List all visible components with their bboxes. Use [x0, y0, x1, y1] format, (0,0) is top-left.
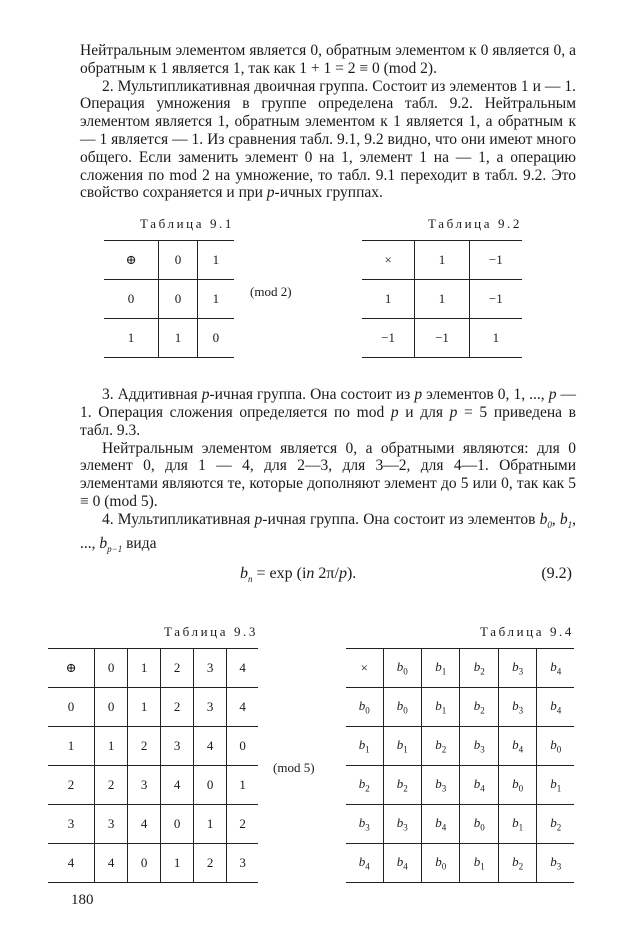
table-cell: ⊕	[48, 649, 95, 688]
table-cell: 3	[161, 727, 194, 766]
table-cell	[422, 805, 460, 844]
b-letter: b	[550, 698, 557, 714]
b-letter: b	[550, 776, 557, 792]
paragraph-additive-p-group	[80, 386, 576, 439]
table-cell: 2	[95, 766, 128, 805]
table-caption: Таблица 9.4	[480, 624, 574, 639]
table-cell: 2	[161, 649, 194, 688]
variable-b	[99, 535, 122, 552]
table-header-row	[104, 241, 234, 280]
table-cell: 0	[194, 766, 227, 805]
subscript: 3	[480, 744, 485, 755]
b-letter: b	[550, 815, 557, 831]
subscript: 0	[403, 705, 408, 716]
b-letter: b	[473, 776, 481, 792]
table-cell	[346, 727, 383, 766]
table-row	[362, 280, 522, 319]
table-cell: 3	[128, 766, 161, 805]
table-header-row	[346, 649, 574, 688]
subscript: 2	[556, 822, 562, 833]
b-letter: b	[473, 698, 481, 714]
paragraph-multiplicative-p-group	[80, 511, 576, 559]
table-cell: 2	[227, 805, 258, 844]
subscript: 3	[365, 822, 370, 833]
table-cell	[460, 727, 498, 766]
table-row	[346, 805, 574, 844]
subscript: 0	[547, 519, 552, 530]
subscript: 4	[403, 861, 408, 872]
table-cell	[498, 649, 536, 688]
subscript: 1	[403, 744, 408, 755]
subscript: 0	[480, 822, 485, 833]
b-letter: b	[512, 737, 519, 753]
equation-text: = exp (i	[252, 564, 307, 582]
variable-p: p	[414, 386, 423, 404]
table-cell	[498, 805, 536, 844]
b-letter: b	[358, 854, 366, 870]
table-cell: 1	[197, 241, 234, 280]
paragraph-neutral-element-mod2: Нейтральным элементом является 0, обратным элементом к 0 является 0, а обратным к 1 является 1, так как 1 + 1 = 2 ≡ 0 (mod 2).	[80, 42, 576, 77]
table-cell: 2	[194, 844, 227, 883]
table-cell	[498, 727, 536, 766]
table-9-3-grid	[48, 648, 258, 883]
table-cell: 1	[159, 319, 198, 358]
table-cell	[537, 649, 574, 688]
table-cell: 2	[128, 727, 161, 766]
subscript: 3	[518, 705, 524, 716]
b-letter: b	[435, 698, 442, 714]
b-letter: b	[435, 815, 442, 831]
table-cell: 0	[95, 688, 128, 727]
table-cell: 0	[159, 241, 198, 280]
equation-number: (9.2)	[541, 564, 572, 582]
b-letter: b	[396, 815, 404, 831]
table-row	[346, 766, 574, 805]
page-content	[80, 42, 576, 601]
table-cell	[537, 766, 574, 805]
table-cell	[422, 766, 460, 805]
table-header-row	[362, 241, 522, 280]
table-cell: 3	[95, 805, 128, 844]
table-9-1-grid	[104, 240, 234, 358]
variable-n: n	[306, 564, 315, 582]
table-cell	[498, 844, 536, 883]
table-cell	[537, 727, 574, 766]
table-cell: 1	[128, 688, 161, 727]
b-letter: b	[512, 659, 519, 675]
table-cell: 4	[227, 649, 258, 688]
table-cell: 0	[197, 319, 234, 358]
b-letter: b	[512, 815, 519, 831]
table-caption: Таблица 9.2	[428, 216, 522, 232]
subscript: 2	[480, 666, 485, 677]
paragraph-text: — 1. Операция сложения определяется по mod	[80, 386, 577, 421]
table-cell: 0	[159, 280, 198, 319]
table-cell	[383, 688, 421, 727]
b-letter: b	[473, 815, 481, 831]
table-cell: 1	[227, 766, 258, 805]
b-letter: b	[358, 737, 366, 753]
paragraph-inverse-elements: Нейтральным элементом является 0, а обратными являются: для 0 элемент 0, для 1 — 4, для 2—3, для 3—2, для 4—1. Обратными элементами являются те, которые дополняют элемент до 5 или 0, так как 5 ≡ 0 (mod 5).	[80, 439, 576, 510]
table-cell	[346, 805, 383, 844]
table-cell: −1	[415, 319, 469, 358]
table-cell	[346, 766, 383, 805]
table-row	[104, 319, 234, 358]
variable-p: p	[548, 386, 557, 404]
table-cell: 4	[95, 844, 128, 883]
table-cell	[422, 844, 460, 883]
subscript: 0	[518, 783, 524, 794]
table-cell: 0	[128, 844, 161, 883]
subscript: n	[248, 573, 253, 584]
table-row	[48, 844, 258, 883]
b-letter: b	[550, 854, 557, 870]
b-letter: b	[473, 659, 481, 675]
table-cell: 0	[48, 688, 95, 727]
table-cell	[498, 766, 536, 805]
table-row	[48, 727, 258, 766]
table-cell: 3	[194, 649, 227, 688]
table-cell: −1	[362, 319, 415, 358]
table-row	[104, 280, 234, 319]
b-letter: b	[396, 659, 404, 675]
table-row	[362, 319, 522, 358]
table-row	[346, 727, 574, 766]
table-cell: 0	[104, 280, 159, 319]
table-cell	[383, 844, 421, 883]
b-letter: b	[435, 854, 442, 870]
subscript: 4	[365, 861, 370, 872]
table-9-1	[104, 216, 234, 358]
b-letter: b	[539, 510, 548, 528]
table-cell	[422, 649, 460, 688]
table-cell: ×	[346, 649, 383, 688]
subscript: 4	[556, 666, 562, 677]
subscript: 1	[567, 519, 573, 530]
table-cell: 1	[197, 280, 234, 319]
table-cell: 1	[128, 649, 161, 688]
table-cell: 0	[161, 805, 194, 844]
table-cell	[383, 727, 421, 766]
variable-b: b	[240, 564, 248, 582]
subscript: 3	[518, 666, 524, 677]
subscript: 4	[556, 705, 562, 716]
subscript: 4	[518, 744, 524, 755]
variable-b	[560, 511, 572, 528]
variable-p: p	[201, 386, 210, 404]
table-cell: 1	[48, 727, 95, 766]
table-row	[346, 844, 574, 883]
paragraph-text: вида	[122, 534, 157, 552]
b-letter: b	[512, 776, 519, 792]
subscript: 4	[441, 822, 447, 833]
paragraph-text: и для	[398, 403, 450, 421]
subscript: 2	[403, 783, 408, 794]
subscript: 4	[480, 783, 485, 794]
paragraph-text: -ичная группа. Она состоит из	[209, 386, 415, 404]
subscript: 2	[518, 861, 524, 872]
table-cell: 4	[128, 805, 161, 844]
subscript: 0	[441, 861, 447, 872]
b-letter: b	[435, 737, 442, 753]
variable-p: p	[338, 564, 347, 582]
subscript: 3	[403, 822, 408, 833]
equation-9-2	[80, 565, 576, 587]
subscript: 1	[441, 666, 447, 677]
equation-text: 2π/	[314, 564, 339, 582]
table-row	[48, 805, 258, 844]
table-header-row	[48, 649, 258, 688]
table-cell	[498, 688, 536, 727]
table-cell: 1	[161, 844, 194, 883]
paragraph-text: 3. Аддитивная	[102, 386, 202, 404]
subscript: 0	[365, 705, 370, 716]
subscript: 2	[441, 744, 447, 755]
paragraph-text: = 5 приведена в табл. 9.3.	[80, 403, 576, 439]
table-cell: 1	[194, 805, 227, 844]
table-cell	[537, 688, 574, 727]
table-9-3	[48, 624, 258, 883]
b-letter: b	[435, 659, 442, 675]
subscript: 1	[556, 783, 562, 794]
b-letter: b	[473, 737, 481, 753]
b-letter: b	[473, 854, 481, 870]
b-letter: b	[358, 815, 366, 831]
paragraph-text: -ичных группах.	[274, 184, 383, 202]
variable-b	[540, 511, 552, 528]
b-letter: b	[396, 854, 404, 870]
tables-9-1-9-2	[80, 216, 576, 376]
paragraph-text: -ичная группа. Она состоит из элементов	[262, 510, 540, 528]
b-letter: b	[358, 776, 366, 792]
b-letter: b	[396, 698, 404, 714]
table-cell	[346, 844, 383, 883]
table-cell	[383, 649, 421, 688]
table-cell	[383, 805, 421, 844]
b-letter: b	[512, 698, 519, 714]
table-row	[48, 688, 258, 727]
paragraph-text: 4. Мультипликативная	[102, 510, 255, 528]
subscript: 1	[518, 822, 524, 833]
table-cell: ⊕	[104, 241, 159, 280]
separator: , ...,	[80, 510, 577, 552]
table-9-4-grid	[346, 648, 574, 883]
b-letter: b	[99, 534, 108, 552]
table-caption: Таблица 9.3	[164, 624, 258, 639]
page-number: 180	[71, 892, 94, 908]
variable-p: p	[449, 403, 458, 421]
table-cell: 1	[415, 241, 469, 280]
table-cell	[422, 688, 460, 727]
paragraph-multiplicative-binary-group	[80, 78, 576, 203]
subscript: 0	[403, 666, 408, 677]
table-cell	[460, 688, 498, 727]
b-letter: b	[559, 510, 568, 528]
table-caption: Таблица 9.1	[140, 216, 234, 232]
table-cell	[460, 649, 498, 688]
mod-5-label: (mod 5)	[273, 760, 315, 775]
table-cell: 3	[48, 805, 95, 844]
b-letter: b	[396, 737, 404, 753]
table-9-4	[346, 624, 574, 883]
equation-body	[240, 565, 356, 584]
table-cell: 1	[415, 280, 469, 319]
table-cell: 3	[194, 688, 227, 727]
subscript: 0	[556, 744, 562, 755]
table-row	[346, 688, 574, 727]
subscript: 3	[556, 861, 562, 872]
b-letter: b	[358, 698, 366, 714]
table-cell: 1	[362, 280, 415, 319]
table-cell: 1	[104, 319, 159, 358]
subscript: 2	[480, 705, 485, 716]
table-cell: −1	[469, 280, 522, 319]
table-cell	[460, 805, 498, 844]
table-cell: 1	[95, 727, 128, 766]
table-cell	[537, 844, 574, 883]
subscript: 1	[365, 744, 370, 755]
equation-text: ).	[346, 564, 357, 582]
subscript: 2	[365, 783, 370, 794]
table-cell: 3	[227, 844, 258, 883]
b-letter: b	[435, 776, 442, 792]
variable-p: p	[390, 403, 399, 421]
subscript: 3	[441, 783, 447, 794]
table-9-2	[362, 216, 522, 358]
b-letter: b	[550, 659, 557, 675]
table-cell: 1	[469, 319, 522, 358]
mod-2-label: (mod 2)	[250, 284, 292, 300]
table-cell: 0	[95, 649, 128, 688]
table-cell: 4	[161, 766, 194, 805]
table-cell: 0	[227, 727, 258, 766]
table-cell: ×	[362, 241, 415, 280]
table-9-2-grid	[362, 240, 522, 358]
table-cell: 4	[227, 688, 258, 727]
table-cell	[346, 688, 383, 727]
subscript: 1	[441, 705, 447, 716]
table-cell	[383, 766, 421, 805]
table-cell: 4	[194, 727, 227, 766]
table-cell	[422, 727, 460, 766]
paragraph-text: элементов 0, 1, ...,	[422, 386, 549, 404]
variable-p: p	[266, 184, 275, 202]
separator: ,	[551, 510, 560, 528]
table-cell	[460, 844, 498, 883]
table-cell	[537, 805, 574, 844]
b-letter: b	[396, 776, 404, 792]
subscript: 1	[480, 861, 485, 872]
variable-p: p	[254, 510, 263, 528]
b-letter: b	[550, 737, 557, 753]
table-row	[48, 766, 258, 805]
table-cell: 2	[48, 766, 95, 805]
table-cell: 2	[161, 688, 194, 727]
table-cell: 4	[48, 844, 95, 883]
table-cell	[460, 766, 498, 805]
subscript: p−1	[107, 543, 123, 554]
table-cell: −1	[469, 241, 522, 280]
paragraph-text: 2. Мультипликативная двоичная группа. Состоит из элементов 1 и — 1. Операция умножения в группе определена табл. 9.2. Нейтральным элементом является 1, обратным элементом к 1 является 1, а обратным к — 1 является — 1. Из сравнения табл. 9.1, 9.2 видно, что они имеют много общего. Если заменить элемент 0 на 1, элемент 1 на — 1, а операцию сложения по mod 2 на умножение, то табл. 9.1 переходит в табл. 9.2. Это свойство сохраняется и при	[80, 77, 576, 202]
b-letter: b	[512, 854, 519, 870]
